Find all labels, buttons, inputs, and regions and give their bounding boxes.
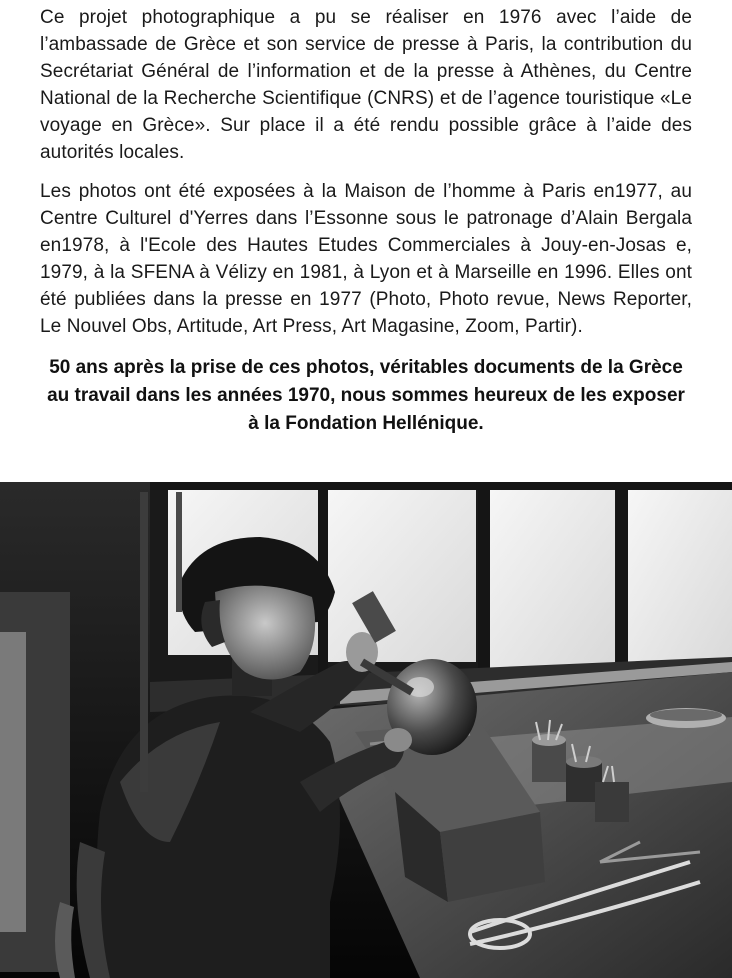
window-pane <box>628 490 732 672</box>
tool-can <box>595 782 629 822</box>
closing-statement: 50 ans après la prise de ces photos, véritables documents de la Grèce au travail dans les années 1970, nous sommes heureux de les exposer à la Fondation Hellénique. <box>47 357 685 434</box>
tool-can <box>532 740 566 782</box>
craftsman-photo <box>0 482 732 978</box>
window-pane <box>490 490 615 668</box>
text-block <box>40 4 692 438</box>
intro-paragraph: Ce projet photographique a pu se réaliser en 1976 avec l’aide de l’ambassade de Grèce et son service de presse à Paris, la contribution du Secrétariat Général de l’information et de la presse à Athènes, du Centre National de la Recherche Scientifique (CNRS) et de l’agence touristique «Le voyage en Grèce». Sur place il a été rendu possible grâce à l’aide des autorités locales. <box>40 7 692 163</box>
exhibitions-paragraph: Les photos ont été exposées à la Maison de l’homme à Paris en1977, au Centre Culturel d'Yerres dans l’Essonne sous le patronage d’Alain Bergala en1978, à l'Ecole des Hautes Etudes Commerciales à Jouy-en-Josas e, 1979, à la SFENA à Vélizy en 1981, à Lyon et à Marseille en 1996. Elles ont été publiées dans la presse en 1977 (Photo, Photo revue, News Reporter, Le Nouvel Obs, Artitude, Art Press, Art Magasine, Zoom, Partir). <box>40 181 692 337</box>
window-pane <box>328 490 476 662</box>
